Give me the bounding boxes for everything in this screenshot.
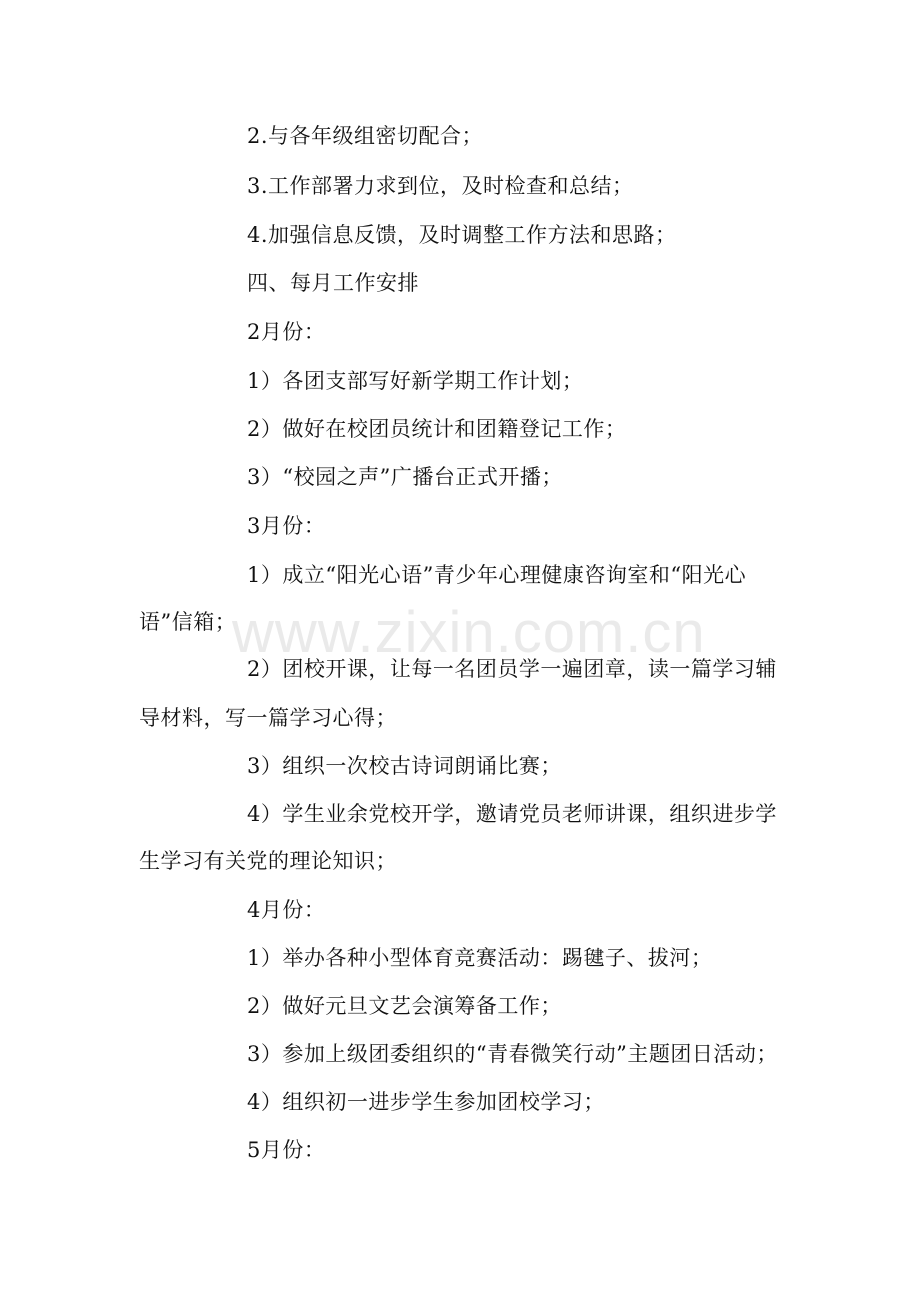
text-line: 1）举办各种小型体育竞赛活动：踢毽子、拔河；: [247, 946, 713, 970]
text-line: 1）各团支部写好新学期工作计划；: [247, 369, 584, 393]
text-line: 3）参加上级团委组织的“青春微笑行动”主题团日活动；: [247, 1042, 778, 1066]
month-heading: 2月份：: [247, 320, 326, 344]
text-line: 3）组织一次校古诗词朗诵比赛；: [247, 754, 562, 778]
text-line: 4）学生业余党校开学，邀请党员老师讲课，组织进步学: [247, 802, 777, 826]
month-heading: 5月份：: [247, 1138, 326, 1162]
text-line: 2）做好在校团员统计和团籍登记工作；: [247, 417, 627, 441]
text-line: 2.与各年级组密切配合；: [247, 124, 484, 148]
text-line: 导材料，写一篇学习心得；: [139, 706, 397, 730]
month-heading: 3月份：: [247, 514, 326, 538]
text-line: 3）“校园之声”广播台正式开播；: [247, 465, 563, 489]
text-line: 2）做好元旦文艺会演筹备工作；: [247, 994, 562, 1018]
text-line: 语”信箱；: [139, 610, 237, 634]
text-line: 4.加强信息反馈，及时调整工作方法和思路；: [247, 223, 677, 247]
text-line: 1）成立“阳光心语”青少年心理健康咨询室和“阳光心: [247, 563, 747, 587]
text-line: 3.工作部署力求到位，及时检查和总结；: [247, 174, 634, 198]
watermark-text: www.zixin.com.cn: [232, 600, 706, 665]
text-line: 4）组织初一进步学生参加团校学习；: [247, 1090, 605, 1114]
text-line: 生学习有关党的理论知识；: [139, 849, 397, 873]
text-line: 2）团校开课，让每一名团员学一遍团章，读一篇学习辅: [247, 657, 777, 681]
section-heading: 四、每月工作安排: [247, 271, 419, 295]
month-heading: 4月份：: [247, 898, 326, 922]
